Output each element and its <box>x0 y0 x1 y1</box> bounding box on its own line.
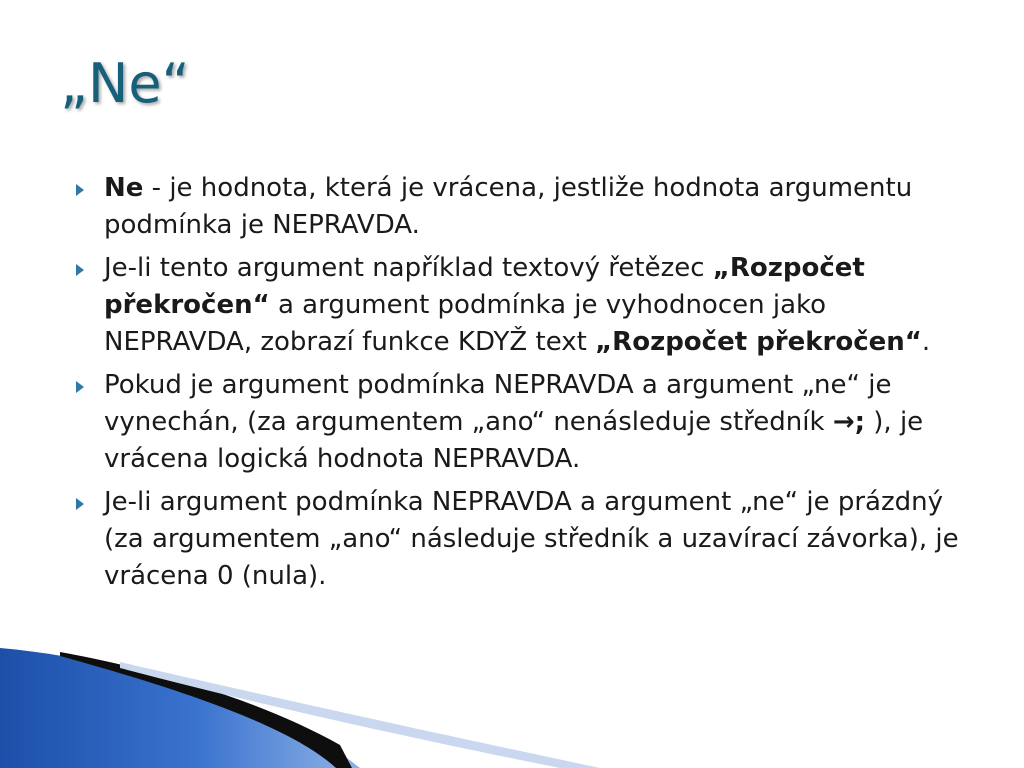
item-text: . <box>921 327 931 357</box>
bullet-arrow-icon <box>76 498 84 510</box>
item-text: a argument podmínka je vyhodnocen jako NEPRAVDA, zobrazí funkce KDYŽ text <box>104 290 827 357</box>
item-text: - je hodnota, která je vrácena, jestliže hodnota argumentu podmínka je NEPRAVDA. <box>104 173 913 240</box>
bullet-arrow-icon <box>76 381 84 393</box>
bold-text: Ne <box>104 173 144 203</box>
bullet-arrow-icon <box>76 264 84 276</box>
list-item <box>74 250 974 361</box>
bold-text: „Rozpočet překročen“ <box>104 253 865 320</box>
bold-text: „Rozpočet překročen“ <box>595 327 922 357</box>
item-text: Je-li argument podmínka NEPRAVDA a argument „ne“ je prázdný (za argumentem „ano“ následuje středník a uzavírací závorka), je vrácena 0 (nula). <box>104 487 959 591</box>
list-item <box>74 367 974 478</box>
list-item <box>74 170 974 244</box>
bullet-list <box>74 170 974 601</box>
list-item <box>74 484 974 595</box>
bullet-arrow-icon <box>76 184 84 196</box>
item-text: Je-li tento argument například textový řetězec <box>104 253 713 283</box>
item-text: Pokud je argument podmínka NEPRAVDA a argument „ne“ je vynechán, (za argumentem „ano“ nenásleduje středník <box>104 370 892 437</box>
arrow-semicolon: →; <box>832 407 865 437</box>
slide-title: „Ne“ <box>60 52 190 115</box>
item-text: ), je vrácena logická hodnota NEPRAVDA. <box>104 407 924 474</box>
